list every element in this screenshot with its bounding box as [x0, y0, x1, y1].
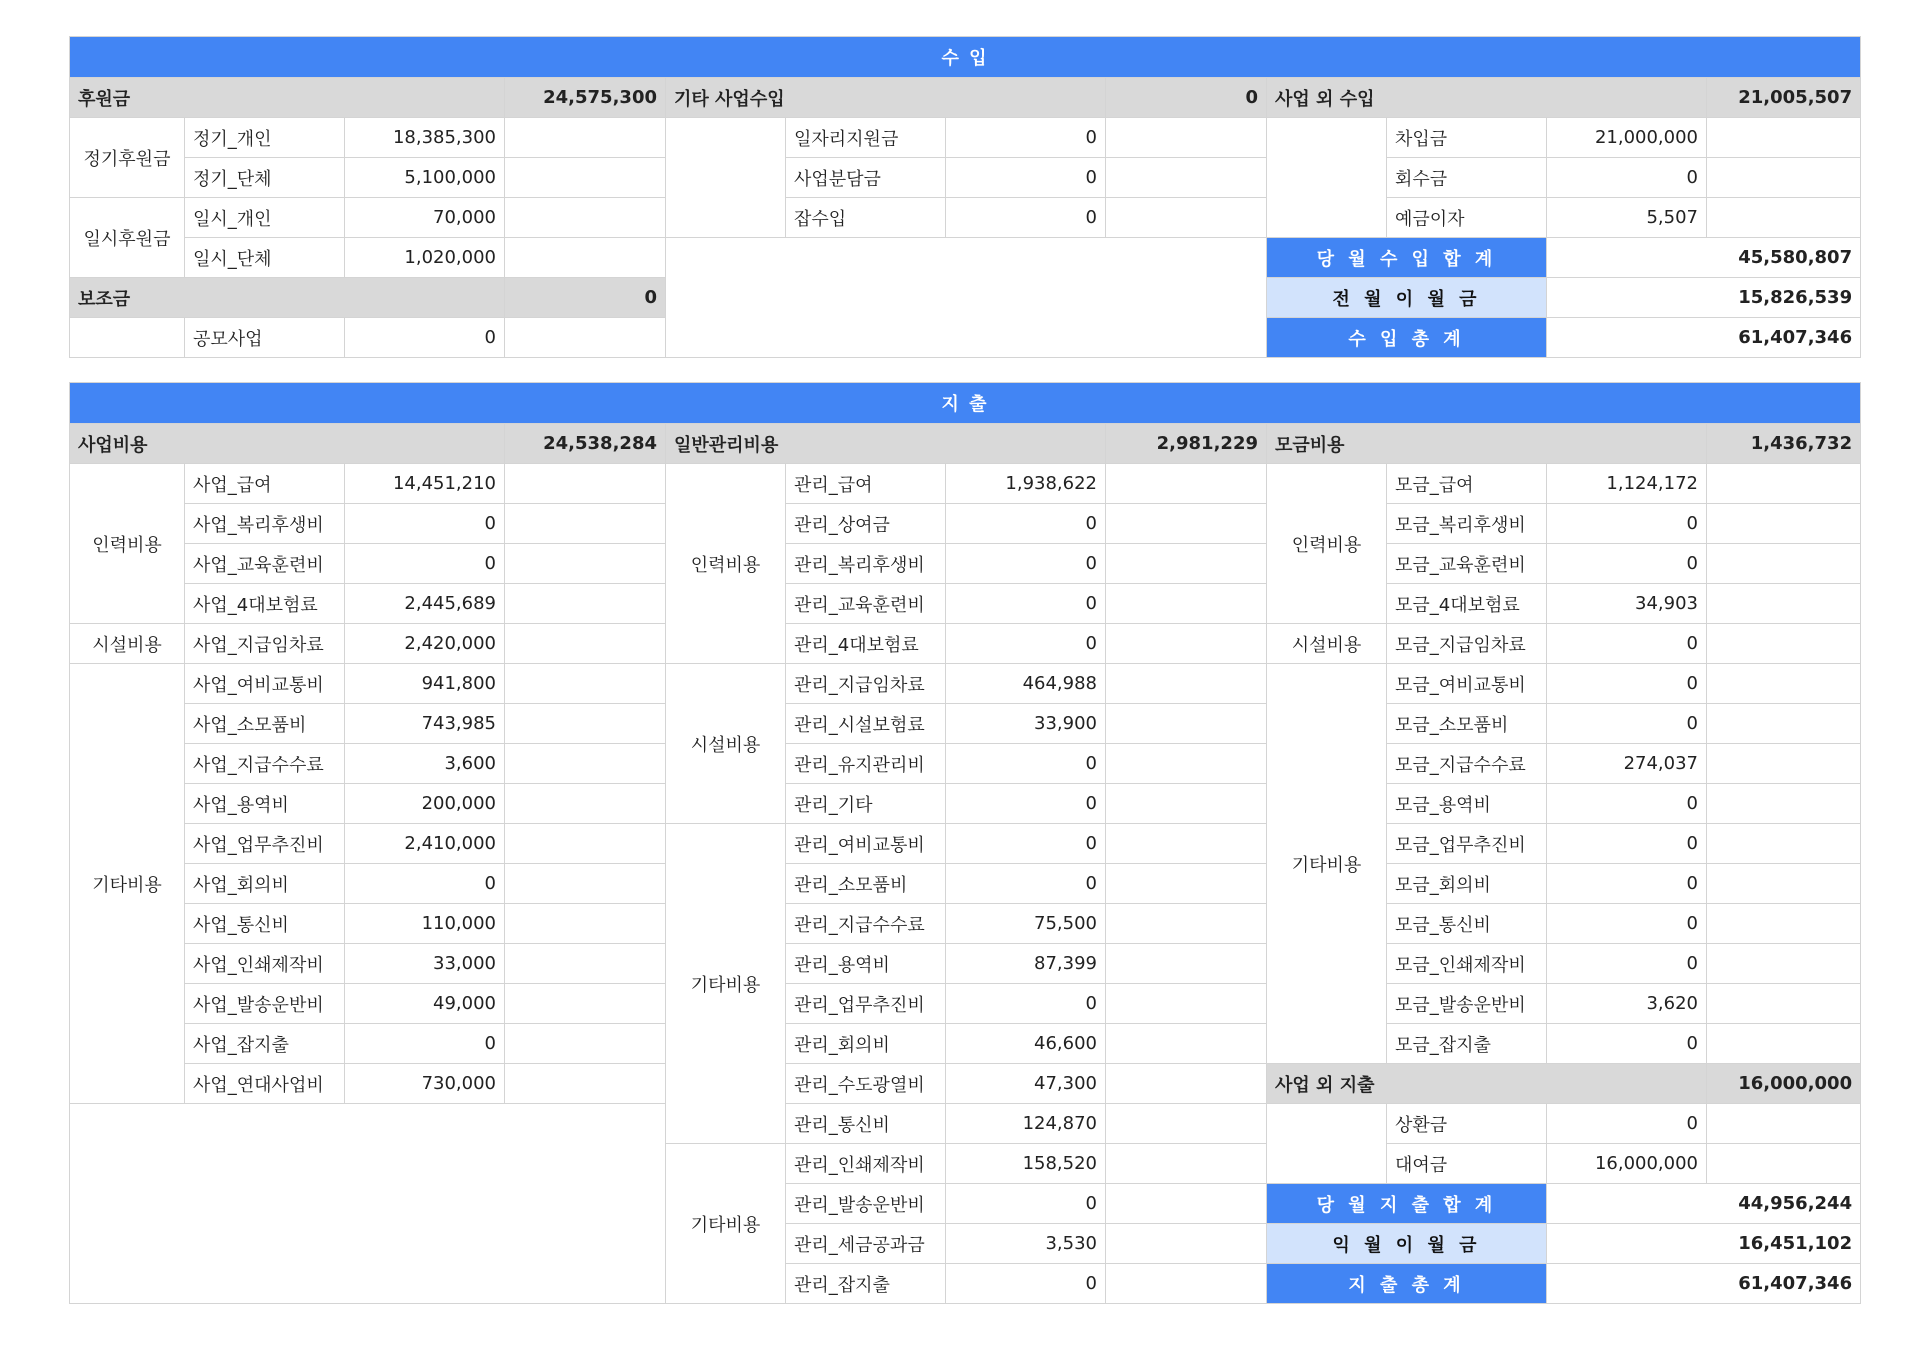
non-business-income-header: 사업 외 수입: [1267, 78, 1707, 118]
expense-item-label: 관리_급여: [786, 464, 946, 504]
empty-cell: [1707, 1144, 1861, 1184]
expense-item-value: 0: [946, 584, 1106, 624]
expense-item-value: 730,000: [345, 1064, 505, 1104]
empty-cell: [1707, 198, 1861, 238]
income-item-value: 70,000: [345, 198, 505, 238]
expense-item-label: 사업_4대보험료: [185, 584, 345, 624]
expense-item-label: 관리_교육훈련비: [786, 584, 946, 624]
expense-item-label: 관리_통신비: [786, 1104, 946, 1144]
income-item-value: 5,507: [1547, 198, 1707, 238]
empty-cell: [1106, 984, 1267, 1024]
expense-item-label: 관리_용역비: [786, 944, 946, 984]
empty-cell: [505, 118, 666, 158]
expense-item-label: 모금_교육훈련비: [1387, 544, 1547, 584]
expense-item-label: 모금_인쇄제작비: [1387, 944, 1547, 984]
donation-total: 24,575,300: [505, 78, 666, 118]
empty-cell: [1707, 624, 1861, 664]
income-grand-total-value: 61,407,346: [1547, 318, 1861, 358]
expense-item-label: 관리_유지관리비: [786, 744, 946, 784]
expense-item-label: 사업_통신비: [185, 904, 345, 944]
empty-area: [666, 238, 1267, 358]
expense-item-label: 사업_잡지출: [185, 1024, 345, 1064]
empty-cell: [505, 1024, 666, 1064]
expense-item-label: 모금_여비교통비: [1387, 664, 1547, 704]
expense-grand-total-label: 지 출 총 계: [1267, 1264, 1547, 1304]
income-item-label: 차입금: [1387, 118, 1547, 158]
expense-item-value: 0: [1547, 624, 1707, 664]
expense-item-value: 3,530: [946, 1224, 1106, 1264]
expense-item-label: 사업_복리후생비: [185, 504, 345, 544]
empty-cell: [1707, 544, 1861, 584]
expense-item-value: 0: [1547, 904, 1707, 944]
empty-cell: [1106, 824, 1267, 864]
empty-cell: [1106, 704, 1267, 744]
empty-cell: [505, 904, 666, 944]
expense-item-value: 3,600: [345, 744, 505, 784]
empty-cell: [1106, 1184, 1267, 1224]
expense-table: [69, 382, 1861, 1304]
expense-item-label: 관리_지급임차료: [786, 664, 946, 704]
empty-cell: [1106, 1264, 1267, 1304]
expense-item-label: 모금_복리후생비: [1387, 504, 1547, 544]
expense-item-label: 관리_기타: [786, 784, 946, 824]
expense-item-value: 0: [946, 744, 1106, 784]
empty-cell: [505, 584, 666, 624]
expense-item-value: 0: [1547, 864, 1707, 904]
expense-item-value: 3,620: [1547, 984, 1707, 1024]
empty-cell: [1707, 118, 1861, 158]
expense-grand-total-value: 61,407,346: [1547, 1264, 1861, 1304]
expense-item-label: 모금_업무추진비: [1387, 824, 1547, 864]
expense-item-value: 2,410,000: [345, 824, 505, 864]
expense-item-value: 743,985: [345, 704, 505, 744]
income-grand-total-label: 수 입 총 계: [1267, 318, 1547, 358]
expense-item-value: 0: [946, 984, 1106, 1024]
income-item-label: 공모사업: [185, 318, 345, 358]
expense-item-label: 모금_용역비: [1387, 784, 1547, 824]
expense-item-label: 사업_소모품비: [185, 704, 345, 744]
empty-cell: [1707, 1024, 1861, 1064]
expense-item-value: 49,000: [345, 984, 505, 1024]
income-title: 수 입: [70, 37, 1861, 78]
income-item-value: 0: [946, 118, 1106, 158]
empty-cell: [505, 318, 666, 358]
other-business-income-header: 기타 사업수입: [666, 78, 1106, 118]
empty-cell: [1106, 1064, 1267, 1104]
expense-item-label: 관리_복리후생비: [786, 544, 946, 584]
non-business-income-total: 21,005,507: [1707, 78, 1861, 118]
expense-item-value: 0: [946, 784, 1106, 824]
empty-cell: [1106, 1024, 1267, 1064]
expense-item-label: 사업_급여: [185, 464, 345, 504]
general-expense-header: 일반관리비용: [666, 424, 1106, 464]
expense-item-label: 관리_수도광열비: [786, 1064, 946, 1104]
empty-cell: [1707, 664, 1861, 704]
expense-item-label: 모금_지급수수료: [1387, 744, 1547, 784]
empty-cell: [505, 704, 666, 744]
business-expense-total: 24,538,284: [505, 424, 666, 464]
general-personnel-group: 인력비용: [666, 464, 786, 664]
expense-item-value: 1,124,172: [1547, 464, 1707, 504]
income-item-label: 정기_단체: [185, 158, 345, 198]
empty-cell: [505, 544, 666, 584]
income-item-value: 0: [345, 318, 505, 358]
carryover-prev-label: 전 월 이 월 금: [1267, 278, 1547, 318]
expense-title: 지 출: [70, 383, 1861, 424]
business-expense-header: 사업비용: [70, 424, 505, 464]
empty-cell: [1707, 904, 1861, 944]
expense-item-label: 모금_통신비: [1387, 904, 1547, 944]
expense-item-label: 모금_잡지출: [1387, 1024, 1547, 1064]
empty-cell: [1106, 1104, 1267, 1144]
income-item-value: 0: [946, 158, 1106, 198]
expense-item-value: 0: [345, 544, 505, 584]
empty-cell: [1106, 904, 1267, 944]
empty-cell: [1106, 158, 1267, 198]
expense-item-label: 관리_여비교통비: [786, 824, 946, 864]
empty-cell: [1707, 984, 1861, 1024]
expense-item-value: 0: [946, 1264, 1106, 1304]
expense-item-label: 상환금: [1387, 1104, 1547, 1144]
fundraising-expense-header: 모금비용: [1267, 424, 1707, 464]
expense-item-value: 0: [1547, 944, 1707, 984]
expense-item-value: 47,300: [946, 1064, 1106, 1104]
empty-cell: [1106, 944, 1267, 984]
empty-cell: [505, 198, 666, 238]
general-expense-total: 2,981,229: [1106, 424, 1267, 464]
expense-item-label: 관리_시설보험료: [786, 704, 946, 744]
expense-item-label: 사업_발송운반비: [185, 984, 345, 1024]
empty-cell: [1707, 944, 1861, 984]
expense-item-value: 34,903: [1547, 584, 1707, 624]
expense-item-value: 2,445,689: [345, 584, 505, 624]
monthly-income-total-label: 당 월 수 입 합 계: [1267, 238, 1547, 278]
expense-item-label: 모금_소모품비: [1387, 704, 1547, 744]
empty-cell: [1106, 584, 1267, 624]
expense-item-value: 2,420,000: [345, 624, 505, 664]
empty-cell: [1106, 544, 1267, 584]
business-other-group: 기타비용: [70, 664, 185, 1104]
empty-cell: [1707, 704, 1861, 744]
expense-item-value: 0: [946, 864, 1106, 904]
carryover-next-value: 16,451,102: [1547, 1224, 1861, 1264]
expense-item-label: 관리_지급수수료: [786, 904, 946, 944]
expense-item-label: 모금_급여: [1387, 464, 1547, 504]
expense-item-value: 46,600: [946, 1024, 1106, 1064]
expense-item-label: 관리_4대보험료: [786, 624, 946, 664]
donation-header: 후원금: [70, 78, 505, 118]
expense-item-value: 0: [1547, 824, 1707, 864]
expense-item-value: 0: [946, 624, 1106, 664]
fundraising-other-group: 기타비용: [1267, 664, 1387, 1064]
monthly-expense-total-label: 당 월 지 출 합 계: [1267, 1184, 1547, 1224]
expense-item-label: 관리_발송운반비: [786, 1184, 946, 1224]
expense-item-value: 75,500: [946, 904, 1106, 944]
expense-item-value: 0: [1547, 504, 1707, 544]
expense-item-value: 200,000: [345, 784, 505, 824]
business-personnel-group: 인력비용: [70, 464, 185, 624]
expense-item-value: 274,037: [1547, 744, 1707, 784]
expense-item-label: 모금_4대보험료: [1387, 584, 1547, 624]
general-other2-group: 기타비용: [666, 1144, 786, 1304]
expense-item-value: 0: [1547, 664, 1707, 704]
expense-item-value: 0: [1547, 1104, 1707, 1144]
non-business-expense-total: 16,000,000: [1707, 1064, 1861, 1104]
empty-cell: [505, 984, 666, 1024]
fundraising-expense-total: 1,436,732: [1707, 424, 1861, 464]
income-sheet: [69, 36, 1860, 358]
income-item-label: 일시_개인: [185, 198, 345, 238]
general-facility-group: 시설비용: [666, 664, 786, 824]
empty-cell: [1106, 1144, 1267, 1184]
income-table: [69, 36, 1861, 358]
empty-cell: [1106, 504, 1267, 544]
income-item-label: 일자리지원금: [786, 118, 946, 158]
expense-item-label: 관리_세금공과금: [786, 1224, 946, 1264]
expense-item-value: 0: [345, 864, 505, 904]
empty-cell: [70, 318, 185, 358]
expense-item-value: 16,000,000: [1547, 1144, 1707, 1184]
expense-item-value: 941,800: [345, 664, 505, 704]
expense-item-value: 0: [1547, 784, 1707, 824]
expense-item-value: 0: [345, 1024, 505, 1064]
income-item-label: 사업분담금: [786, 158, 946, 198]
income-item-label: 잡수입: [786, 198, 946, 238]
expense-sheet: [69, 382, 1860, 1304]
income-item-value: 21,000,000: [1547, 118, 1707, 158]
empty-cell: [666, 118, 786, 238]
empty-cell: [505, 864, 666, 904]
empty-cell: [505, 944, 666, 984]
income-item-value: 0: [1547, 158, 1707, 198]
income-item-label: 정기_개인: [185, 118, 345, 158]
empty-area: [70, 1104, 666, 1304]
expense-item-label: 모금_지급임차료: [1387, 624, 1547, 664]
expense-item-label: 모금_회의비: [1387, 864, 1547, 904]
income-item-value: 1,020,000: [345, 238, 505, 278]
empty-cell: [505, 744, 666, 784]
expense-item-value: 0: [1547, 704, 1707, 744]
income-item-value: 18,385,300: [345, 118, 505, 158]
expense-item-value: 33,000: [345, 944, 505, 984]
empty-cell: [505, 624, 666, 664]
expense-item-label: 관리_업무추진비: [786, 984, 946, 1024]
empty-cell: [1707, 784, 1861, 824]
expense-item-label: 관리_인쇄제작비: [786, 1144, 946, 1184]
empty-cell: [1106, 624, 1267, 664]
expense-item-label: 관리_잡지출: [786, 1264, 946, 1304]
non-business-expense-header: 사업 외 지출: [1267, 1064, 1707, 1104]
subsidy-total: 0: [505, 278, 666, 318]
expense-item-value: 124,870: [946, 1104, 1106, 1144]
expense-item-label: 관리_소모품비: [786, 864, 946, 904]
income-item-label: 예금이자: [1387, 198, 1547, 238]
monthly-expense-total-value: 44,956,244: [1547, 1184, 1861, 1224]
expense-item-value: 33,900: [946, 704, 1106, 744]
regular-donation-group: 정기후원금: [70, 118, 185, 198]
income-item-value: 0: [946, 198, 1106, 238]
expense-item-label: 사업_용역비: [185, 784, 345, 824]
expense-item-value: 0: [946, 504, 1106, 544]
expense-item-value: 0: [946, 544, 1106, 584]
expense-item-value: 87,399: [946, 944, 1106, 984]
expense-item-value: 14,451,210: [345, 464, 505, 504]
empty-cell: [505, 238, 666, 278]
empty-cell: [505, 664, 666, 704]
empty-cell: [1707, 1104, 1861, 1144]
fundraising-personnel-group: 인력비용: [1267, 464, 1387, 624]
expense-item-label: 사업_지급임차료: [185, 624, 345, 664]
other-business-income-total: 0: [1106, 78, 1267, 118]
expense-item-value: 0: [946, 1184, 1106, 1224]
carryover-prev-value: 15,826,539: [1547, 278, 1861, 318]
expense-item-label: 관리_상여금: [786, 504, 946, 544]
expense-item-label: 사업_업무추진비: [185, 824, 345, 864]
income-item-value: 5,100,000: [345, 158, 505, 198]
expense-item-value: 110,000: [345, 904, 505, 944]
empty-cell: [1707, 504, 1861, 544]
expense-item-value: 464,988: [946, 664, 1106, 704]
carryover-next-label: 익 월 이 월 금: [1267, 1224, 1547, 1264]
empty-cell: [505, 158, 666, 198]
income-item-label: 일시_단체: [185, 238, 345, 278]
fundraising-facility-group: 시설비용: [1267, 624, 1387, 664]
expense-item-value: 0: [946, 824, 1106, 864]
expense-item-value: 0: [1547, 1024, 1707, 1064]
empty-cell: [1707, 744, 1861, 784]
empty-cell: [1267, 118, 1387, 238]
subsidy-header: 보조금: [70, 278, 505, 318]
empty-cell: [1106, 198, 1267, 238]
empty-cell: [1106, 864, 1267, 904]
monthly-income-total-value: 45,580,807: [1547, 238, 1861, 278]
expense-item-label: 대여금: [1387, 1144, 1547, 1184]
general-other-group: 기타비용: [666, 824, 786, 1144]
expense-item-label: 사업_여비교통비: [185, 664, 345, 704]
empty-cell: [505, 464, 666, 504]
expense-item-label: 사업_교육훈련비: [185, 544, 345, 584]
expense-item-label: 사업_인쇄제작비: [185, 944, 345, 984]
empty-cell: [1106, 784, 1267, 824]
empty-cell: [1707, 158, 1861, 198]
empty-cell: [1707, 864, 1861, 904]
business-facility-group: 시설비용: [70, 624, 185, 664]
expense-item-value: 0: [345, 504, 505, 544]
expense-item-value: 1,938,622: [946, 464, 1106, 504]
empty-cell: [1106, 744, 1267, 784]
empty-cell: [1106, 464, 1267, 504]
expense-item-label: 사업_지급수수료: [185, 744, 345, 784]
onetime-donation-group: 일시후원금: [70, 198, 185, 278]
empty-cell: [1707, 584, 1861, 624]
empty-cell: [1707, 464, 1861, 504]
empty-cell: [1267, 1104, 1387, 1184]
empty-cell: [505, 824, 666, 864]
empty-cell: [1106, 1224, 1267, 1264]
empty-cell: [1707, 824, 1861, 864]
expense-item-value: 158,520: [946, 1144, 1106, 1184]
empty-cell: [505, 504, 666, 544]
expense-item-label: 관리_회의비: [786, 1024, 946, 1064]
expense-item-label: 사업_연대사업비: [185, 1064, 345, 1104]
expense-item-value: 0: [1547, 544, 1707, 584]
empty-cell: [1106, 664, 1267, 704]
income-item-label: 회수금: [1387, 158, 1547, 198]
expense-item-label: 사업_회의비: [185, 864, 345, 904]
expense-item-label: 모금_발송운반비: [1387, 984, 1547, 1024]
empty-cell: [505, 784, 666, 824]
empty-cell: [505, 1064, 666, 1104]
empty-cell: [1106, 118, 1267, 158]
